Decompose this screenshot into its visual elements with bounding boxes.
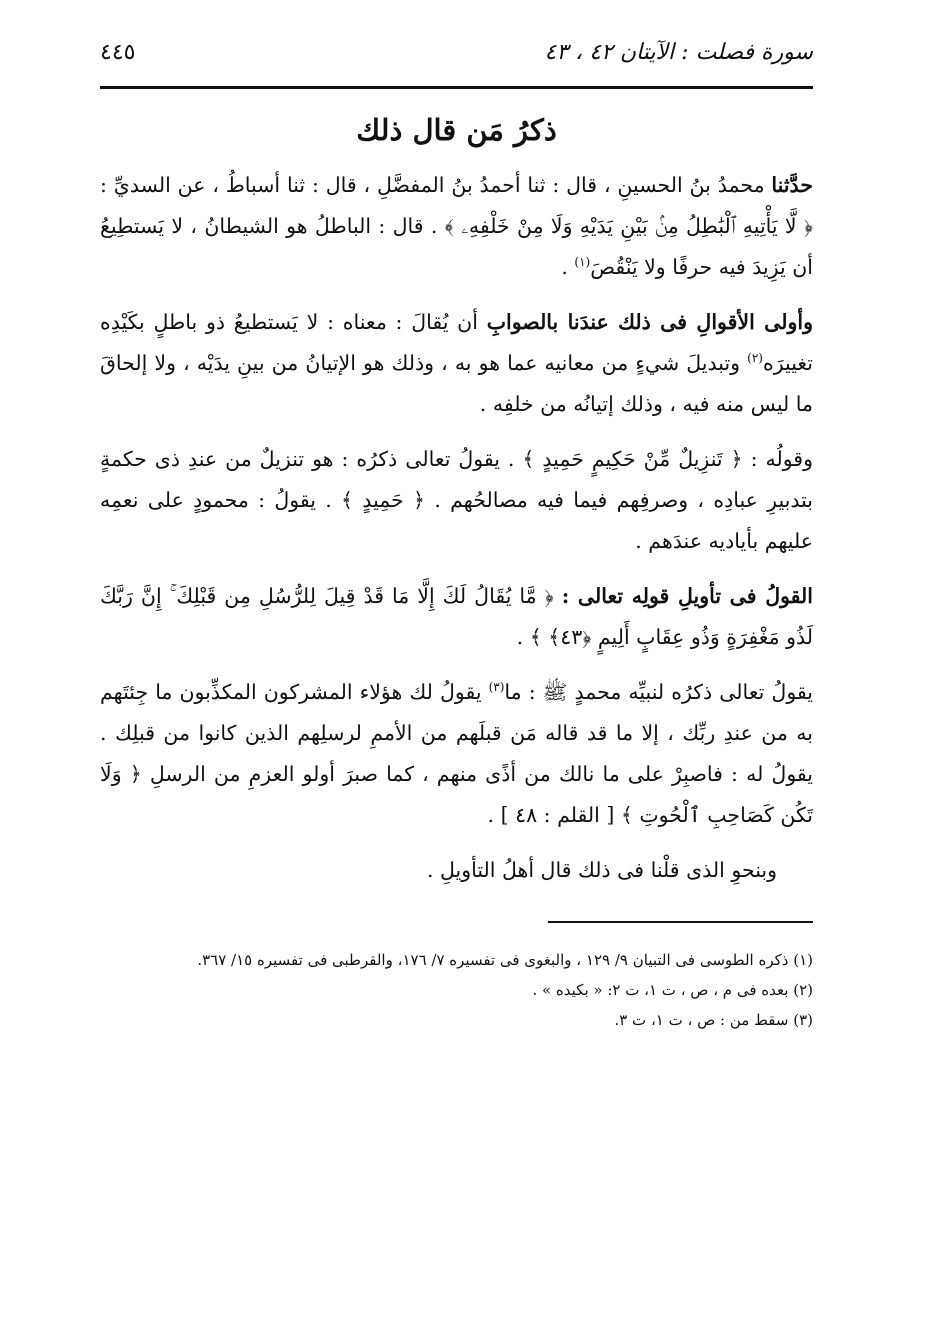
footnote-ref: (٢) xyxy=(747,351,763,366)
paragraph-5 xyxy=(100,672,813,836)
paragraph-text: ﴿ مَّا يُقَالُ لَكَ إِلَّا مَا قَدْ قِيلَ لِلرُّسُلِ مِن قَبْلِكَ ۚ إِنَّ رَبَّكَ لَذُو مَغْفِرَةٍ وَذُو عِقَابٍ أَلِيمٍ ﴿٤٣﴾ ﴾ . xyxy=(100,584,813,649)
paragraph-lead: وأولى الأقوالِ فى ذلك عندَنا بالصوابِ xyxy=(486,310,814,334)
section-title: ذكرُ مَن قال ذلك xyxy=(356,113,557,147)
footnote-ref: (٣) xyxy=(488,680,505,695)
paragraph-text: محمدُ بنُ الحسينِ ، قال : ثنا أحمدُ بنُ المفضَّلِ ، قال : ثنا أسباطُ ، عن السديِّ : ﴿ لَّا يَأْتِيهِ ٱلْبَٰطِلُ مِنۢ بَيْنِ يَدَيْهِ وَلَا مِنْ خَلْفِهِۦ ﴾ . قال : الباطلُ هو الشيطانُ ، لا يَستطِيعُ أن يَزِيدَ فيه حرفًا ولا يَنْقُصَ xyxy=(100,173,813,279)
footnote-2: (٢) بعده فى م ، ص ، ت ١، ت ٢: « بكيده » . xyxy=(532,981,813,999)
paragraph-lead: حدَّثنا xyxy=(771,173,813,197)
paragraph-6 xyxy=(100,850,813,891)
paragraph-text: أن يُقالَ : معناه : لا يَستطيعُ ذو باطلٍ بكَيْدِه تغييرَه xyxy=(100,310,813,375)
footnote-ref: (١) xyxy=(574,255,591,270)
paragraph-text: يقولُ تعالى ذكرُه لنبيِّه محمدٍ ﷺ : ما xyxy=(504,680,813,704)
paragraph-lead: القولُ فى تأويلِ قولِه تعالى : xyxy=(561,584,813,608)
page-number: ٤٤٥ xyxy=(100,40,136,65)
paragraph-1 xyxy=(100,165,813,288)
page xyxy=(100,40,813,1035)
footnote-separator xyxy=(548,921,813,923)
footnote-3: (٣) سقط من : ص ، ت ١، ت ٣. xyxy=(614,1011,813,1029)
paragraph-tail: يقولُ لك هؤلاء المشركون المكذِّبون ما جِئتَهم به من عندِ ربِّك ، إلا ما قد قاله مَن قبلَهم من الأممِ لرسلِهم الذين كانوا من قبلِك . يقولُ له : فاصبِرْ على ما نالك من أذًى منهم ، كما صبرَ أولو العزمِ من الرسلِ ﴿ وَلَا تَكُن كَصَاحِبِ ٱلْحُوتِ ﴾ [ القلم : ٤٨ ] . xyxy=(100,680,813,827)
paragraph-2 xyxy=(100,302,813,425)
paragraph-tail: وتبديلَ شيءٍ من معانيه عما هو به ، وذلك هو الإتيانُ من بينِ يدَيْه ، ولا إلحاقَ ما ليس منه فيه ، وذلك إتيانُه من خلفِه . xyxy=(100,351,813,416)
paragraph-tail: . xyxy=(561,255,575,279)
paragraph-text: وبنحوِ الذى قلْنا فى ذلك قال أهلُ التأويلِ . xyxy=(426,858,777,882)
paragraph-text: وقولُه : ﴿ تَنزِيلٌ مِّنْ حَكِيمٍ حَمِيدٍ ﴾ . يقولُ تعالى ذكرُه : هو تنزيلٌ من عندِ ذى حكمةٍ بتدبيرِ عبادِه ، وصرفِهم فيما فيه مصالحُهم . ﴿ حَمِيدٍ ﴾ . يقولُ : محمودٍ على نعمِه عليهم بأياديه عندَهم . xyxy=(100,447,813,553)
running-head xyxy=(100,40,813,89)
footnotes xyxy=(100,945,813,1035)
footnote-1: (١) ذكره الطوسى فى التبيان ٩/ ١٢٩ ، والبغوى فى تفسيره ٧/ ١٧٦، والقرطبى فى تفسيره ١٥/ ٣٦٧. xyxy=(197,951,813,969)
paragraph-4 xyxy=(100,576,813,658)
running-title: سورة فصلت : الآيتان ٤٢ ، ٤٣ xyxy=(544,40,813,65)
paragraph-3 xyxy=(100,439,813,562)
